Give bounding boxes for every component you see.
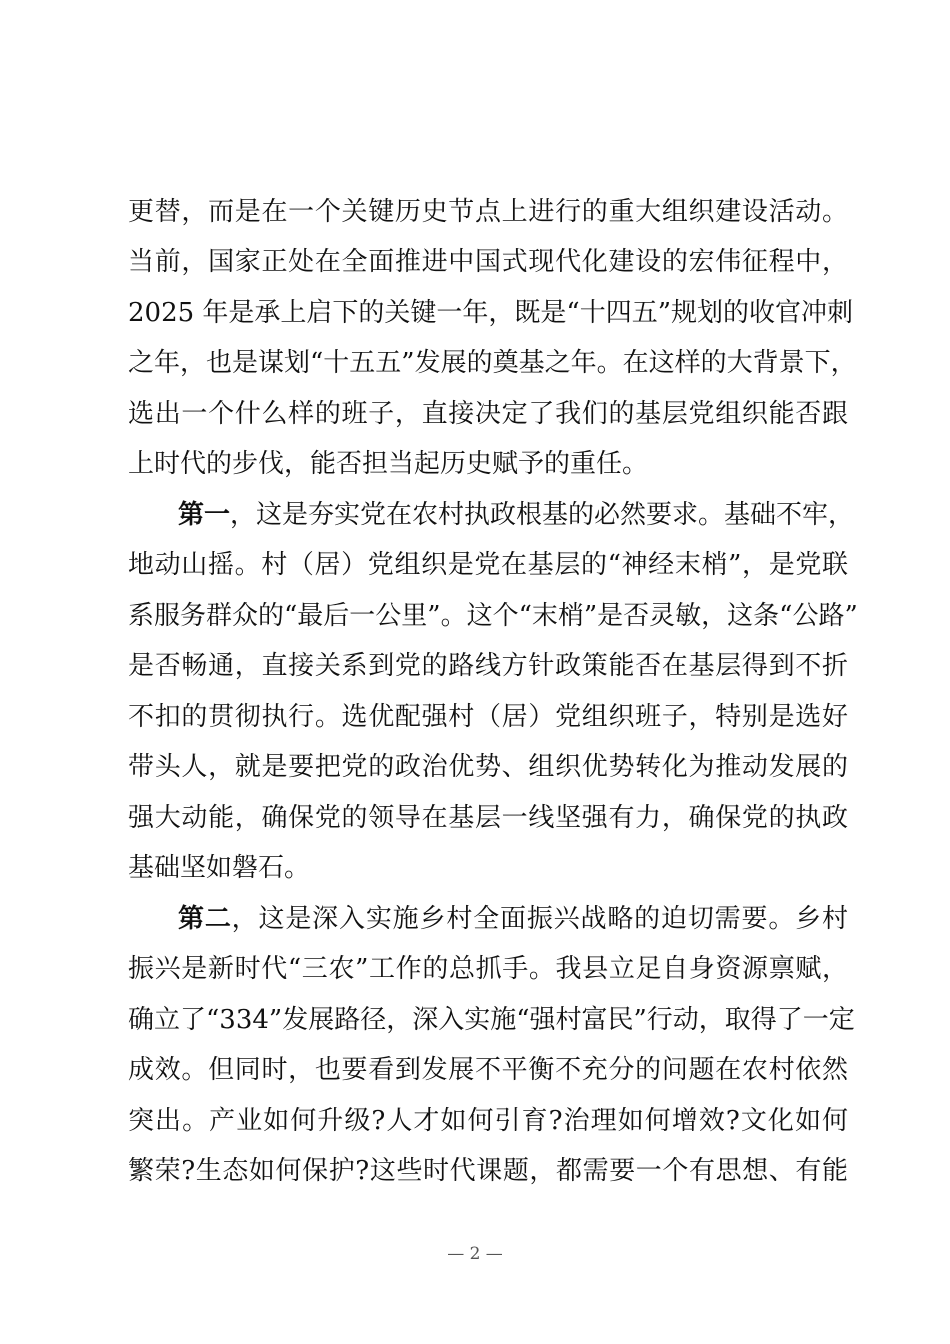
paragraph-first-line bbox=[128, 495, 855, 535]
text-line: 是否畅通，直接关系到党的路线方针政策能否在基层得到不折 bbox=[128, 651, 848, 681]
text-line: 之年，也是谋划“十五五”发展的奠基之年。在这样的大背景下， bbox=[128, 348, 857, 378]
text-line: 系服务群众的“最后一公里”。这个“末梢”是否灵敏，这条“公路” bbox=[128, 601, 858, 631]
text-line: 强大动能，确保党的领导在基层一线坚强有力，确保党的执政 bbox=[128, 803, 848, 833]
text-line: 地动山摇。村（居）党组织是党在基层的“神经末梢”，是党联 bbox=[128, 550, 848, 580]
text-line: 不扣的贯彻执行。选优配强村（居）党组织班子，特别是选好 bbox=[128, 702, 848, 732]
text-line: 基础坚如磐石。 bbox=[128, 853, 311, 883]
text-line: 确立了“334”发展路径，深入实施“强村富民”行动，取得了一定 bbox=[128, 1005, 855, 1035]
paragraph-first-line bbox=[128, 899, 848, 939]
page-number: — 2 — bbox=[447, 1244, 503, 1264]
text-line: 2025 年是承上启下的关键一年，既是“十四五”规划的收官冲刺 bbox=[128, 298, 854, 328]
text-line: 振兴是新时代“三农”工作的总抓手。我县立足自身资源禀赋， bbox=[128, 954, 848, 984]
text-fragment: ，这是夯实党在农村执政根基的必然要求。基础不牢， bbox=[230, 500, 855, 530]
text-line: 带头人，就是要把党的政治优势、组织优势转化为推动发展的 bbox=[128, 752, 848, 782]
text-line: 选出一个什么样的班子，直接决定了我们的基层党组织能否跟 bbox=[128, 399, 848, 429]
text-line: 繁荣?生态如何保护?这些时代课题，都需要一个有思想、有能 bbox=[128, 1156, 848, 1186]
paragraph-lead: 第二 bbox=[178, 904, 232, 934]
text-line: 突出。产业如何升级?人才如何引育?治理如何增效?文化如何 bbox=[128, 1106, 848, 1136]
text-line: 上时代的步伐，能否担当起历史赋予的重任。 bbox=[128, 449, 649, 479]
text-line: 更替，而是在一个关键历史节点上进行的重大组织建设活动。 bbox=[128, 197, 848, 227]
text-line: 当前，国家正处在全面推进中国式现代化建设的宏伟征程中， bbox=[128, 247, 848, 277]
paragraph-lead: 第一 bbox=[178, 500, 231, 530]
text-line: 成效。但同时，也要看到发展不平衡不充分的问题在农村依然 bbox=[128, 1055, 848, 1085]
text-fragment: ，这是深入实施乡村全面振兴战略的迫切需要。乡村 bbox=[231, 904, 848, 934]
